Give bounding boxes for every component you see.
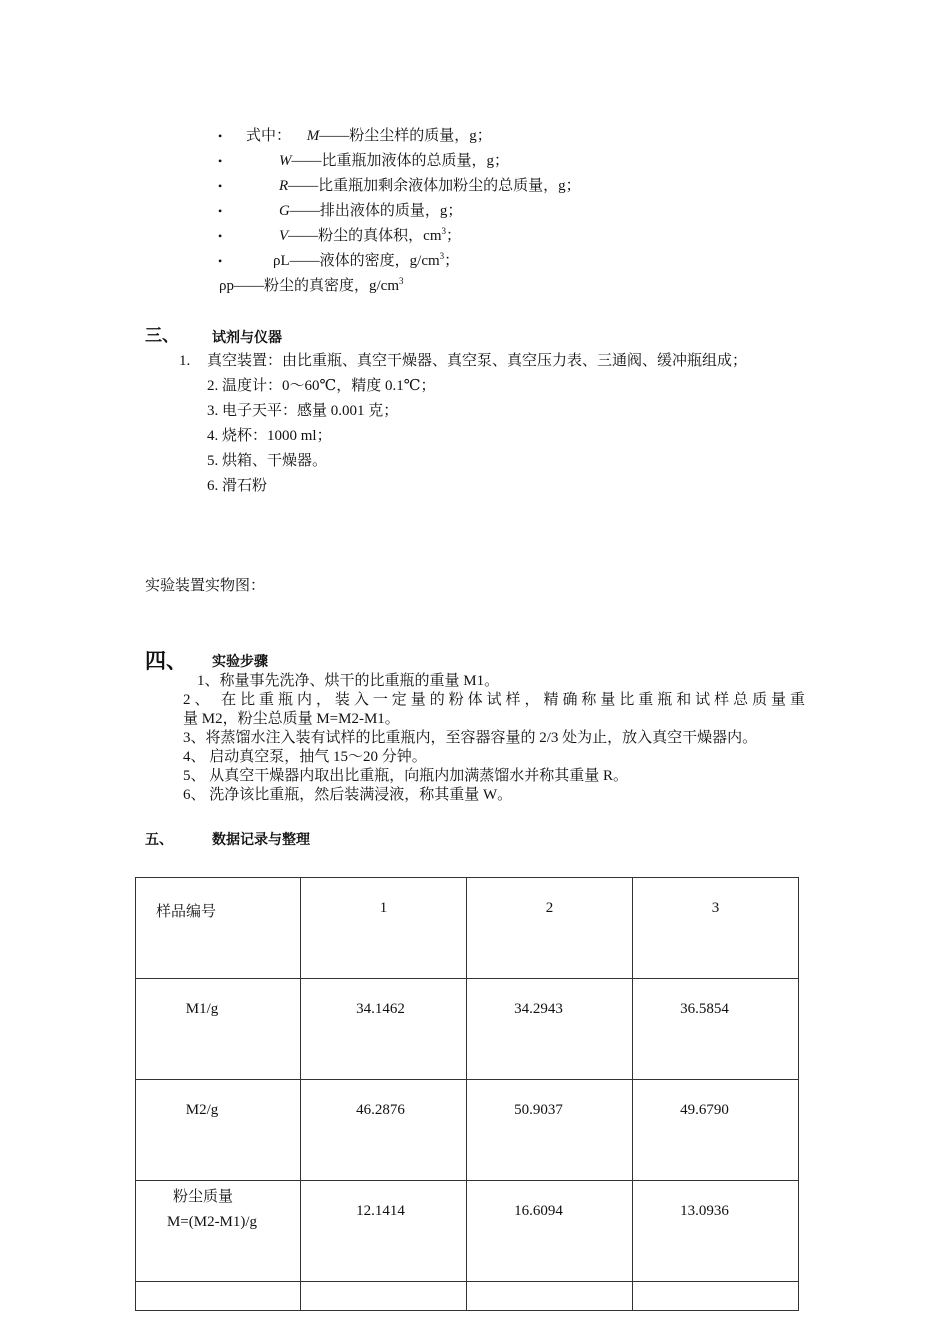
bullet: • (218, 229, 223, 243)
table-row-label (136, 979, 301, 1080)
bullet: • (218, 179, 223, 193)
table-row-label (136, 1181, 301, 1282)
data-table (135, 877, 799, 1311)
table-row-label-text: M2/g (185, 1102, 219, 1118)
symbol-desc: ——排出液体的质量，g； (289, 203, 463, 219)
table-row-empty (136, 1282, 799, 1311)
table-cell-value: 36.5854 (680, 1001, 729, 1017)
table-cell (633, 1282, 799, 1311)
table-cell-value: 34.2943 (514, 1001, 563, 1017)
symbol-desc: ——比重瓶加剩余液体加粉尘的总质量，g； (288, 178, 581, 194)
step-item: 4、 启动真空泵，抽气 15～20 分钟。 (183, 749, 427, 765)
symbol-desc: ——比重瓶加液体的总质量，g； (291, 153, 510, 169)
table-row (136, 979, 799, 1080)
list-item: 3. 电子天平：感量 0.001 克； (207, 403, 399, 419)
table-row-label (136, 1080, 301, 1181)
legend-line-rhol (273, 251, 459, 271)
table-header-row (136, 878, 799, 979)
symbol: G (279, 203, 290, 219)
legend-lead: 式中： (246, 128, 292, 144)
symbol: ρp (219, 278, 234, 294)
table-row-label-line2: M=(M2-M1)/g (166, 1214, 258, 1230)
step-item: 6、 洗净该比重瓶，然后装满浸液，称其重量 W。 (183, 787, 513, 803)
table-cell-value: 34.1462 (356, 1001, 405, 1017)
table-row-label-line1: 粉尘质量 (172, 1189, 233, 1205)
table-cell-value: 49.6790 (680, 1102, 729, 1118)
list-item-number: 1. (179, 353, 191, 369)
table-cell (633, 979, 799, 1080)
table-cell (467, 1080, 633, 1181)
table-cell-value: 50.9037 (514, 1102, 563, 1118)
table-header-cell (136, 878, 301, 979)
symbol: V (279, 228, 289, 244)
table-header-cell: 3 (633, 878, 799, 979)
symbol: R (279, 178, 289, 194)
step-item: 5、 从真空干燥器内取出比重瓶，向瓶内加满蒸馏水并称其重量 R。 (183, 768, 629, 784)
table-header-cell: 1 (301, 878, 467, 979)
table-cell (301, 979, 467, 1080)
step-item: 1、称量事先洗净、烘干的比重瓶的重量 M1。 (197, 673, 500, 689)
superscript: 3 (439, 251, 445, 261)
list-item: 真空装置：由比重瓶、真空干燥器、真空泵、真空压力表、三通阀、缓冲瓶组成； (207, 353, 748, 369)
symbol: W (279, 153, 292, 169)
section-number: 四、 (145, 649, 187, 673)
bullet: • (218, 154, 223, 168)
table-cell (301, 1181, 467, 1282)
figure-caption: 实验装置实物图： (145, 578, 266, 594)
table-cell (467, 979, 633, 1080)
table-cell (467, 1181, 633, 1282)
symbol: ρL (273, 253, 290, 269)
table-cell-value: 13.0936 (680, 1203, 729, 1219)
list-item: 5. 烘箱、干燥器。 (207, 453, 328, 469)
symbol-desc: ——液体的密度，g/cm (289, 253, 440, 269)
list-item: 2. 温度计：0～60℃，精度 0.1℃； (207, 378, 436, 394)
table-row-label-text: M1/g (185, 1001, 219, 1017)
symbol-tail: ； (444, 253, 460, 269)
table-cell (633, 1080, 799, 1181)
bullet: • (218, 254, 223, 268)
symbol-tail: ； (446, 228, 462, 244)
step-item: 3、将蒸馏水注入装有试样的比重瓶内，至容器容量的 2/3 处为止，放入真空干燥器内。 (183, 730, 758, 746)
superscript: 3 (399, 276, 404, 286)
step-item: 2、 在比重瓶内，装入一定量的粉体试样，精确称量比重瓶和试样总质量重 (183, 692, 805, 708)
legend-line-w (279, 151, 509, 171)
bullet: • (218, 129, 223, 143)
table-cell (136, 1282, 301, 1311)
legend-line-g (279, 201, 462, 221)
list-item: 6. 滑石粉 (207, 478, 268, 494)
symbol-desc: ——粉尘的真体积，cm (288, 228, 442, 244)
superscript: 3 (441, 226, 446, 236)
table-cell-value: 16.6094 (514, 1203, 563, 1219)
symbol-desc: ——粉尘尘样的质量，g； (319, 128, 492, 144)
section-title: 实验步骤 (212, 654, 268, 670)
table-header-cell: 2 (467, 878, 633, 979)
legend-line-rhop (219, 276, 404, 296)
table-row (136, 1181, 799, 1282)
legend-line-m (246, 126, 492, 146)
table-cell-value: 12.1414 (356, 1203, 405, 1219)
symbol-desc: ——粉尘的真密度，g/cm (234, 278, 399, 294)
legend-line-r (279, 176, 581, 196)
table-cell (301, 1080, 467, 1181)
table-header-text: 样品编号 (155, 904, 216, 920)
section-number: 五、 (145, 832, 173, 848)
section-number: 三、 (145, 326, 179, 345)
section-title: 数据记录与整理 (212, 832, 310, 848)
table-cell (467, 1282, 633, 1311)
table-cell (301, 1282, 467, 1311)
list-item: 4. 烧杯：1000 ml； (207, 428, 332, 444)
bullet: • (218, 204, 223, 218)
table-cell (633, 1181, 799, 1282)
legend-line-v (279, 226, 461, 246)
table-row (136, 1080, 799, 1181)
step-item: 量 M2，粉尘总质量 M=M2-M1。 (183, 711, 400, 727)
table-cell-value: 46.2876 (356, 1102, 405, 1118)
section-title: 试剂与仪器 (212, 330, 282, 346)
symbol: M (306, 128, 320, 144)
